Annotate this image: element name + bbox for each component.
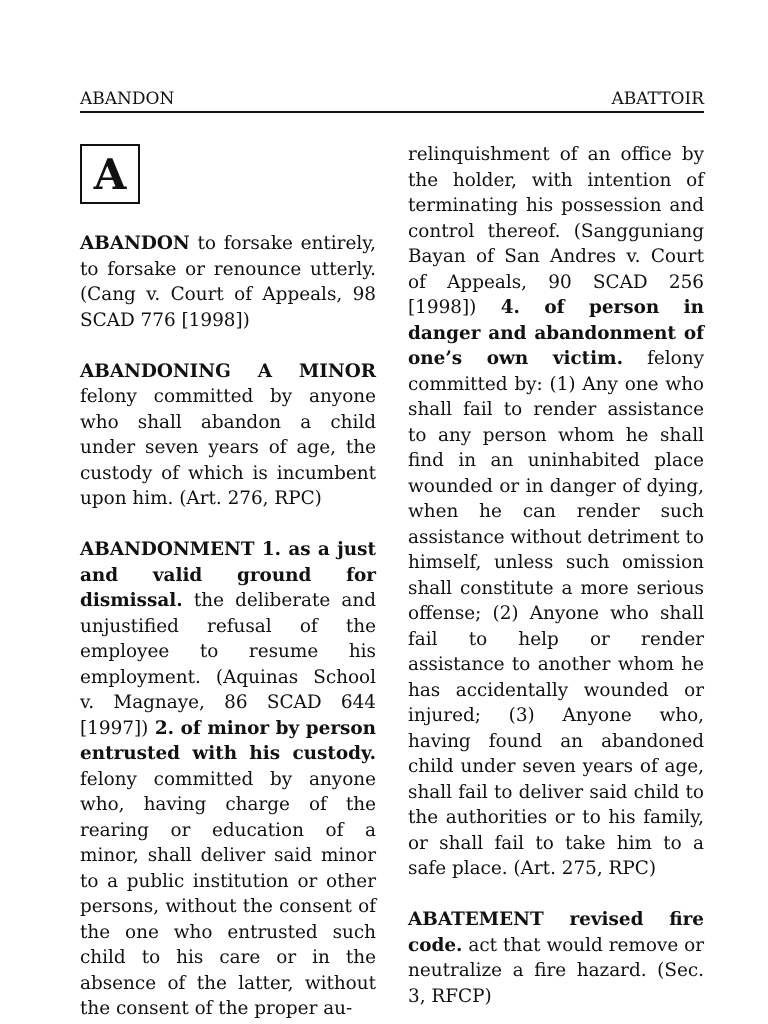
sense-title: 1. as a just and valid ground for dismissal. <box>80 539 376 611</box>
definition: felony committed by anyone who, having charge of the rearing or education of a minor, shall deliver said minor to a public institution or other persons, without the consent of the one who entrusted such child to his care or in the absence of the latter, without the consent of the proper au- <box>80 768 376 1019</box>
left-column <box>80 231 376 1024</box>
definition: felony committed by: (1) Any one who shall fail to render assistance to any person whom he shall find in an uninhabited place wounded or in danger of dying, when he can render such assistance without detriment to himself, unless such omission shall constitute a more serious offense; (2) Anyone who shall fail to help or render assistance to another whom he has accidentally wounded or injured; (3) Anyone who, having found an abandoned child under seven years of age, shall fail to deliver said child to the authorities or to his family, or shall fail to take him to a safe place. (Art. 275, RPC) <box>408 348 704 879</box>
running-head-left: ABANDON <box>80 89 175 109</box>
sense-title: 2. of minor by person entrusted with his custody. <box>80 717 376 764</box>
sense-title: revised fire code. <box>408 909 704 956</box>
definition: felony committed by anyone who shall abandon a child under seven years of age, the custody of which is incumbent upon him. (Art. 276, RPC) <box>80 386 376 509</box>
section-letter: A <box>80 144 140 204</box>
definition: act that would remove or neutralize a fire hazard. (Sec. 3, RFCP) <box>408 934 704 1007</box>
definition: to forsake entirely, to forsake or renounce utterly. (Cang v. Court of Appeals, 98 SCAD 776 [1998]) <box>80 233 376 331</box>
headword: ABANDONING A MINOR <box>80 360 376 382</box>
entry-abandoning-a-minor <box>80 359 376 512</box>
entry-abandonment-continued <box>408 142 704 882</box>
running-head <box>80 88 704 113</box>
headword: ABANDONMENT <box>80 539 255 560</box>
entry-abatement <box>408 907 704 1009</box>
definition: the deliberate and unjustified refusal of the employee to resume his employment. (Aquinas School v. Magnaye, 86 SCAD 644 [1997]) <box>80 590 376 739</box>
entry-abandonment <box>80 537 376 1022</box>
running-head-right: ABATTOIR <box>611 89 704 109</box>
sense-title: 4. of person in danger and abandonment of one’s own victim. <box>408 297 704 369</box>
entry-abandon <box>80 231 376 333</box>
headword: ABANDON <box>80 233 190 254</box>
definition: relinquishment of an office by the holder, with intention of terminating his possession and control thereof. (Sangguniang Bayan of San Andres v. Court of Appeals, 90 SCAD 256 [1998]) <box>408 144 704 318</box>
right-column <box>408 142 704 1024</box>
headword: ABATEMENT <box>408 909 544 930</box>
